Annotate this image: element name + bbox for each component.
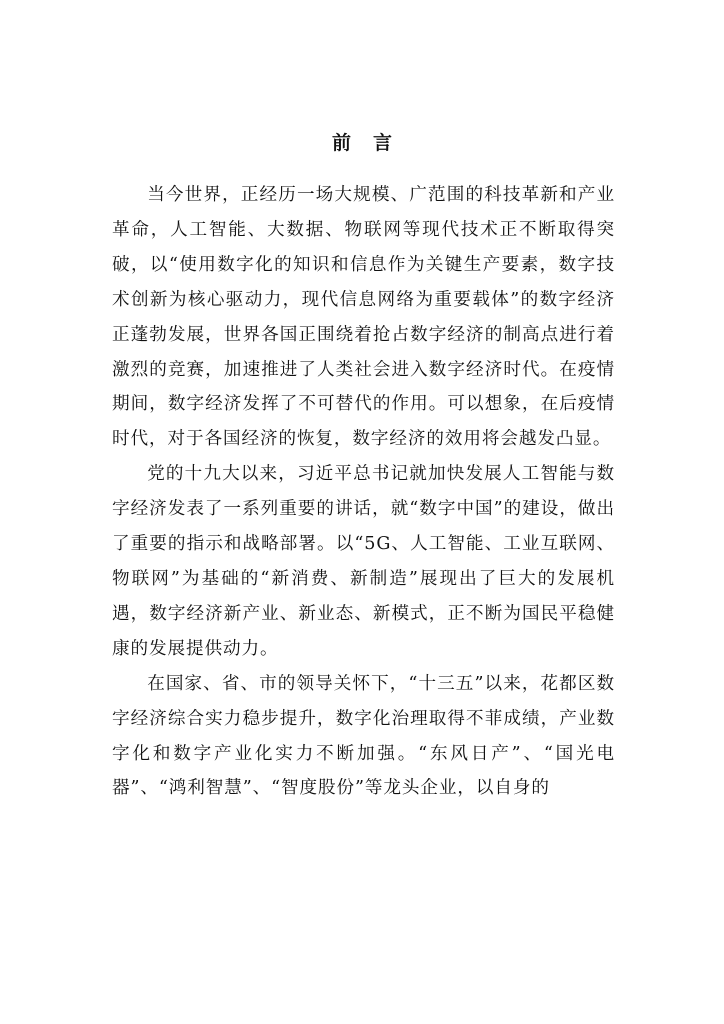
paragraph-2: 党的十九大以来，习近平总书记就加快发展人工智能与数字经济发表了一系列重要的讲话，就“数字中国”的建设，做出了重要的指示和战略部署。以“5G、人工智能、工业互联网、物联网”为基础的“新消费、新制造”展现出了巨大的发展机遇，数字经济新产业、新业态、新模式，正不断为国民平稳健康的发展提供动力。 (112, 464, 615, 659)
paragraph-3: 在国家、省、市的领导关怀下，“十三五”以来，花都区数字经济综合实力稳步提升，数字化治理取得不菲成绩，产业数字化和数字产业化实力不断加强。“东风日产”、“国光电器”、“鸿利智慧”、“智度股份”等龙头企业，以自身的 (112, 673, 615, 799)
page-title: 前言 (331, 132, 414, 154)
document-body (112, 178, 615, 806)
paragraph-1: 当今世界，正经历一场大规模、广范围的科技革新和产业革命，人工智能、大数据、物联网等现代技术正不断取得突破，以“使用数字化的知识和信息作为关键生产要素，数字技术创新为核心驱动力，现代信息网络为重要载体”的数字经济正蓬勃发展，世界各国正围绕着抢占数字经济的制高点进行着激烈的竞赛，加速推进了人类社会进入数字经济时代。在疫情期间，数字经济发挥了不可替代的作用。可以想象，在后疫情时代，对于各国经济的恢复，数字经济的效用将会越发凸显。 (112, 185, 615, 450)
